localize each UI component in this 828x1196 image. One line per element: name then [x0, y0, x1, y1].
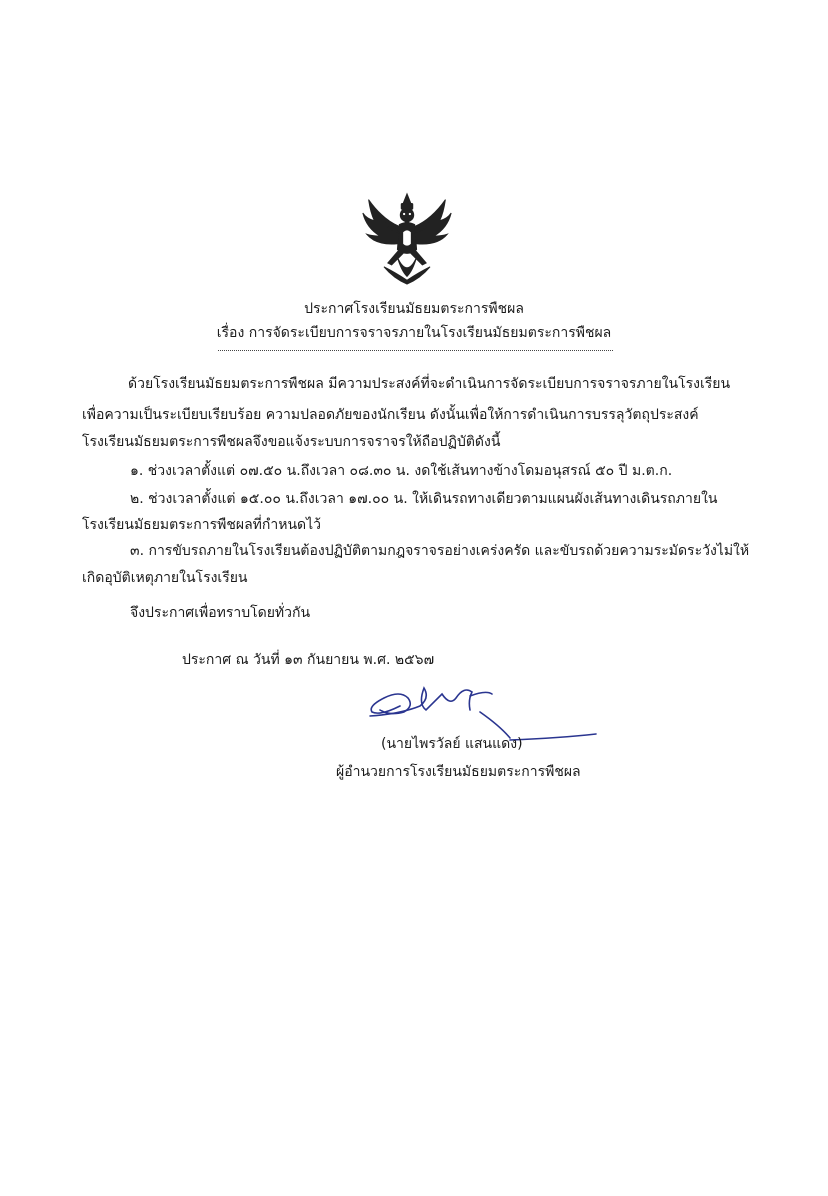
intro-line-2: เพื่อความเป็นระเบียบเรียบร้อย ความปลอดภัยของนักเรียน ดังนั้นเพื่อให้การดำเนินการบรรลุวัตถุประสงค์: [82, 407, 699, 423]
item-2-line-2: โรงเรียนมัธยมตระการพืชผลที่กำหนดไว้: [82, 517, 322, 533]
announcement-date: ประกาศ ณ วันที่ ๑๓ กันยายน พ.ศ. ๒๕๖๗: [182, 652, 435, 668]
signatory-position: ผู้อำนวยการโรงเรียนมัธยมตระการพืชผล: [336, 764, 581, 780]
announcement-title: ประกาศโรงเรียนมัธยมตระการพืชผล: [304, 301, 524, 317]
dotted-divider: [218, 350, 613, 351]
closing-statement: จึงประกาศเพื่อทราบโดยทั่วกัน: [130, 605, 311, 621]
intro-line-1: ด้วยโรงเรียนมัธยมตระการพืชผล มีความประสงค์ที่จะดำเนินการจัดระเบียบการจราจรภายในโรงเรียน: [128, 376, 731, 392]
signatory-name: (นายไพรวัลย์ แสนแดง): [381, 736, 523, 752]
announcement-subject: เรื่อง การจัดระเบียบการจราจรภายในโรงเรียนมัธยมตระการพืชผล: [216, 325, 612, 341]
item-2-line-1: ๒. ช่วงเวลาตั้งแต่ ๑๕.๐๐ น.ถึงเวลา ๑๗.๐๐ น. ให้เดินรถทางเดียวตามแผนผังเส้นทางเดินรถภายใน: [130, 491, 718, 507]
intro-line-3: โรงเรียนมัธยมตระการพืชผลจึงขอแจ้งระบบการจราจรให้ถือปฏิบัติดังนี้: [82, 434, 501, 450]
item-3-line-1: ๓. การขับรถภายในโรงเรียนต้องปฏิบัติตามกฎจราจรอย่างเคร่งครัด และขับรถด้วยความระมัดระวังไม่ให้: [130, 543, 750, 559]
garuda-emblem-icon: [358, 190, 456, 286]
item-1: ๑. ช่วงเวลาตั้งแต่ ๐๗.๕๐ น.ถึงเวลา ๐๘.๓๐ น. งดใช้เส้นทางข้างโดมอนุสรณ์ ๕๐ ปี ม.ต.ก.: [130, 463, 673, 479]
item-3-line-2: เกิดอุบัติเหตุภายในโรงเรียน: [82, 570, 248, 586]
